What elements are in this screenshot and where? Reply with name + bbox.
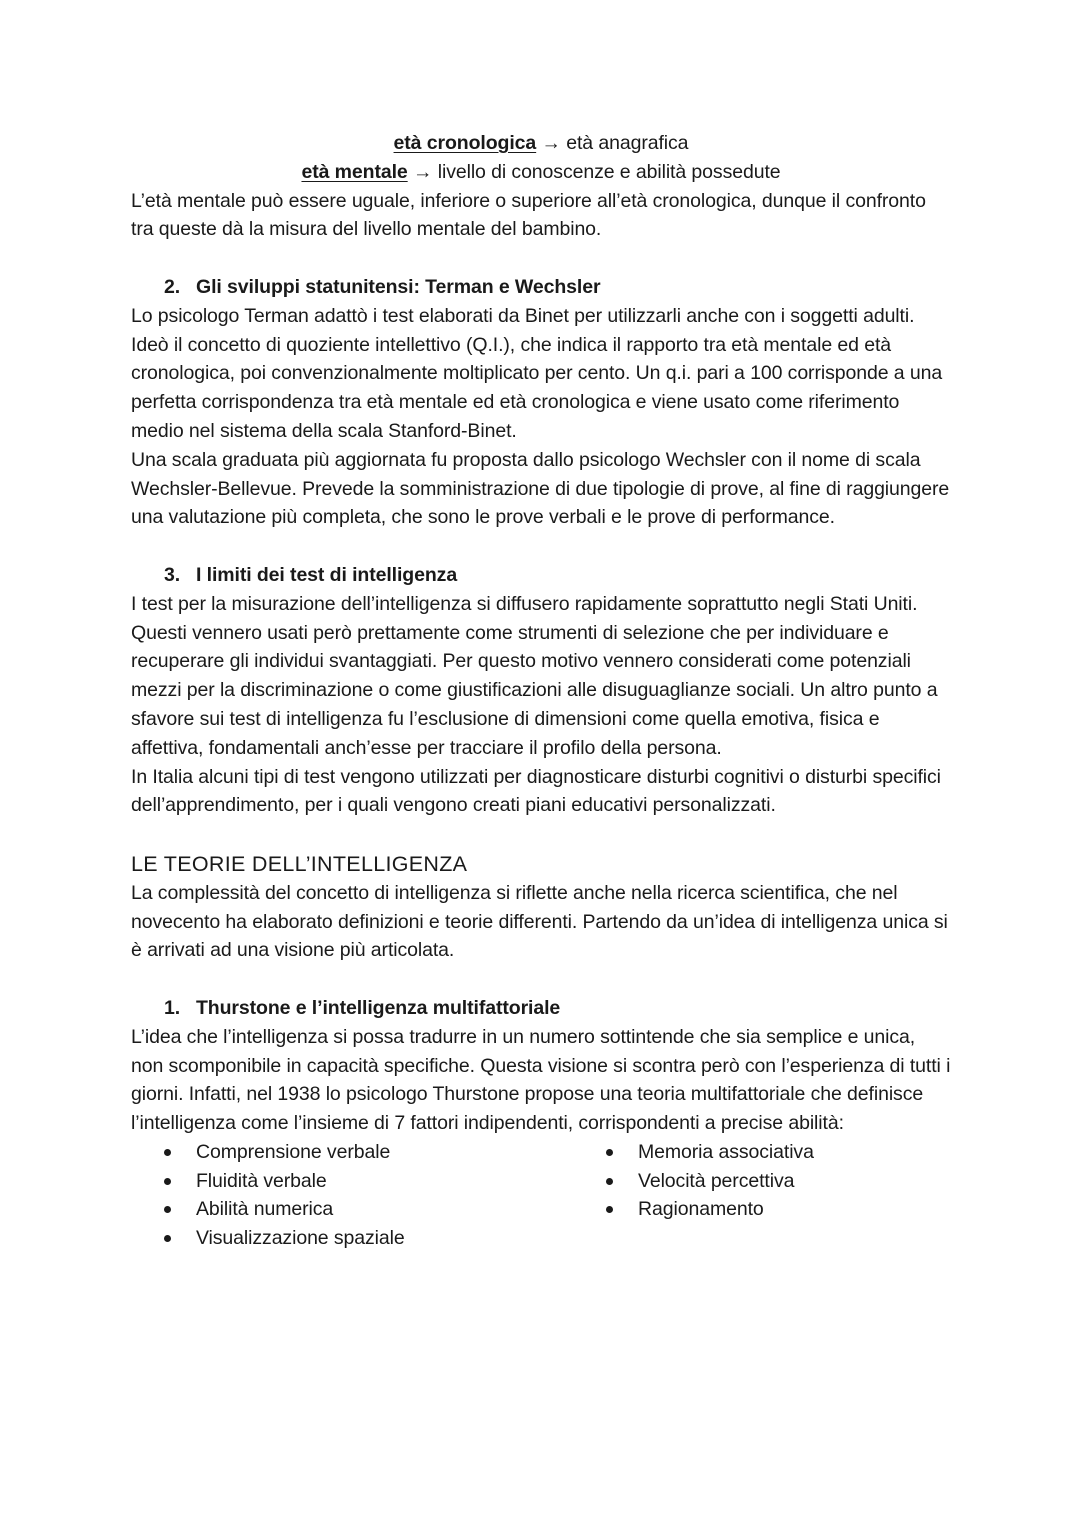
bullet-icon [606,1149,613,1156]
definition-line [131,158,951,187]
list-item: Comprensione verbale [164,1138,606,1167]
bullet-icon [606,1178,613,1185]
definition-line [131,129,951,158]
bullet-icon [164,1206,171,1213]
list-item: Fluidità verbale [164,1167,606,1196]
section-number: 2. [164,275,181,298]
spacer [131,820,951,849]
section-number: 1. [164,996,181,1019]
bullet-icon [606,1206,613,1213]
body-paragraph: L’idea che l’intelligenza si possa tradurre in un numero sottintende che sia semplice e unica, non scomponibile in capacità specifiche. Questa visione si scontra però con l’esperienza di tutti i giorni. Infatti, nel 1938 lo psicologo Thurstone propose una teoria multifattoriale che definisce l’intelligenza come l’insieme di 7 fattori indipendenti, corrispondenti a precise abilità: [131,1025,951,1135]
factors-column-2 [606,1138,814,1253]
list-item: Velocità percettiva [606,1167,814,1196]
chapter-heading: LE TEORIE DELL’INTELLIGENZA [131,851,468,876]
body-paragraph: Lo psicologo Terman adattò i test elaborati da Binet per utilizzarli anche con i soggetti adulti. Ideò il concetto di quoziente intellettivo (Q.I.), che indica il rapporto tra età mentale ed età cronologica, poi convenzionalmente moltiplicato per cento. Un q.i. pari a 100 corrisponde a una perfetta corrispondenza tra età mentale ed età cronologica e viene usato come riferimento medio nel sistema della scala Stanford-Binet. [131,304,943,442]
factors-column-1 [164,1138,606,1253]
section-heading [131,994,951,1023]
section-title: I limiti dei test di intelligenza [196,563,458,586]
section-heading [131,273,951,302]
body-paragraph: In Italia alcuni tipi di test vengono utilizzati per diagnosticare disturbi cognitivi o disturbi specifici dell’apprendimento, per i quali vengono creati piani educativi personalizzati. [131,765,941,817]
section-title: Thurstone e l’intelligenza multifattoriale [196,996,561,1019]
definition-term: età cronologica [393,132,537,154]
definition-meaning: età anagrafica [566,132,689,154]
list-item: Abilità numerica [164,1195,606,1224]
definition-meaning: livello di conoscenze e abilità possedute [437,160,781,183]
arrow-icon: → [413,160,433,183]
list-item: Memoria associativa [606,1138,814,1167]
arrow-icon: → [541,132,561,154]
spacer [131,532,951,561]
list-item: Visualizzazione spaziale [164,1224,606,1253]
body-paragraph: Una scala graduata più aggiornata fu proposta dallo psicologo Wechsler con il nome di scala Wechsler-Bellevue. Prevede la somministrazione di due tipologie di prove, al fine di raggiungere una valutazione più completa, che sono le prove verbali e le prove di performance. [131,448,950,529]
section-title: Gli sviluppi statunitensi: Terman e Wechsler [196,275,601,298]
body-paragraph: La complessità del concetto di intelligenza si riflette anche nella ricerca scientifica, che nel novecento ha elaborato definizioni e teorie differenti. Partendo da un’idea di intelligenza unica si è arrivati ad una visione più articolata. [131,881,948,962]
section-number: 3. [164,563,181,586]
list-item: Ragionamento [606,1195,814,1224]
intro-paragraph: L’età mentale può essere uguale, inferiore o superiore all’età cronologica, dunque il confronto tra queste dà la misura del livello mentale del bambino. [131,189,926,241]
spacer [131,244,951,273]
body-paragraph: I test per la misurazione dell’intelligenza si diffusero rapidamente soprattutto negli Stati Uniti. Questi vennero usati però prettamente come strumenti di selezione che per individuare e recuperare gli individui svantaggiati. Per questo motivo vennero considerati come potenziali mezzi per la discriminazione o come giustificazioni alle disuguaglianze sociali. Un altro punto a sfavore sui test di intelligenza fu l’esclusione di dimensioni come quella emotiva, fisica e affettiva, fondamentali anch’esse per tracciare il profilo della persona. [131,592,938,759]
document-page [131,129,951,1253]
factors-list [131,1138,951,1253]
bullet-icon [164,1178,171,1185]
definition-term: età mentale [301,160,408,183]
section-heading [131,561,951,590]
spacer [131,965,951,994]
bullet-icon [164,1235,171,1242]
bullet-icon [164,1149,171,1156]
